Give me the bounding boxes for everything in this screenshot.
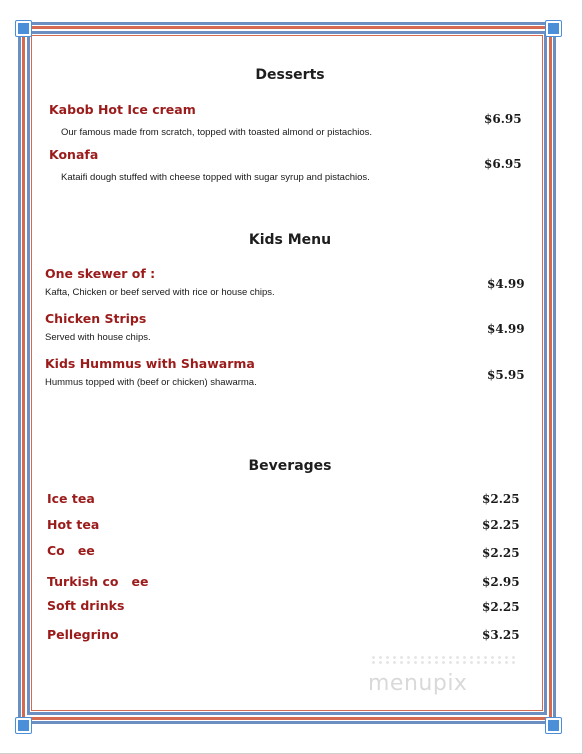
beverage-name: Pellegrino [47, 627, 119, 642]
item-description: Kataifi dough stuffed with cheese topped with sugar syrup and pistachios. [61, 172, 370, 183]
beverage-price: $3.25 [482, 628, 520, 642]
beverage-name: Turkish co ee [47, 574, 149, 589]
watermark-dots [370, 655, 515, 665]
beverage-name: Ice tea [47, 491, 95, 506]
item-name: Konafa [49, 147, 99, 162]
resize-handle-top-right[interactable] [546, 21, 561, 36]
item-price: $6.95 [484, 112, 522, 126]
item-description: Kafta, Chicken or beef served with rice or house chips. [45, 287, 275, 298]
resize-handle-bottom-right[interactable] [546, 718, 561, 733]
beverage-name: Hot tea [47, 517, 100, 532]
beverage-price: $2.25 [482, 518, 520, 532]
item-description: Our famous made from scratch, topped with toasted almond or pistachios. [61, 127, 373, 138]
item-price: $5.95 [487, 368, 525, 382]
section-title-kids-menu: Kids Menu [248, 232, 332, 248]
resize-handle-bottom-left[interactable] [16, 718, 31, 733]
section-title-desserts: Desserts [255, 67, 325, 83]
item-name: Kabob Hot Ice cream [49, 102, 196, 117]
beverage-price: $2.95 [482, 575, 520, 589]
item-price: $6.95 [484, 157, 522, 171]
item-description: Hummus topped with (beef or chicken) shawarma. [45, 377, 257, 388]
resize-handle-top-left[interactable] [16, 21, 31, 36]
beverage-name: Soft drinks [47, 598, 125, 613]
beverage-name: Co ee [47, 543, 95, 558]
item-description: Served with house chips. [45, 332, 151, 343]
item-name: Kids Hummus with Shawarma [45, 356, 255, 371]
beverage-price: $2.25 [482, 546, 520, 560]
item-price: $4.99 [487, 322, 525, 336]
section-title-beverages: Beverages [248, 458, 332, 474]
item-price: $4.99 [487, 277, 525, 291]
item-name: Chicken Strips [45, 311, 147, 326]
watermark-logo: menupix [368, 671, 468, 696]
beverage-price: $2.25 [482, 600, 520, 614]
beverage-price: $2.25 [482, 492, 520, 506]
item-name: One skewer of : [45, 266, 156, 281]
